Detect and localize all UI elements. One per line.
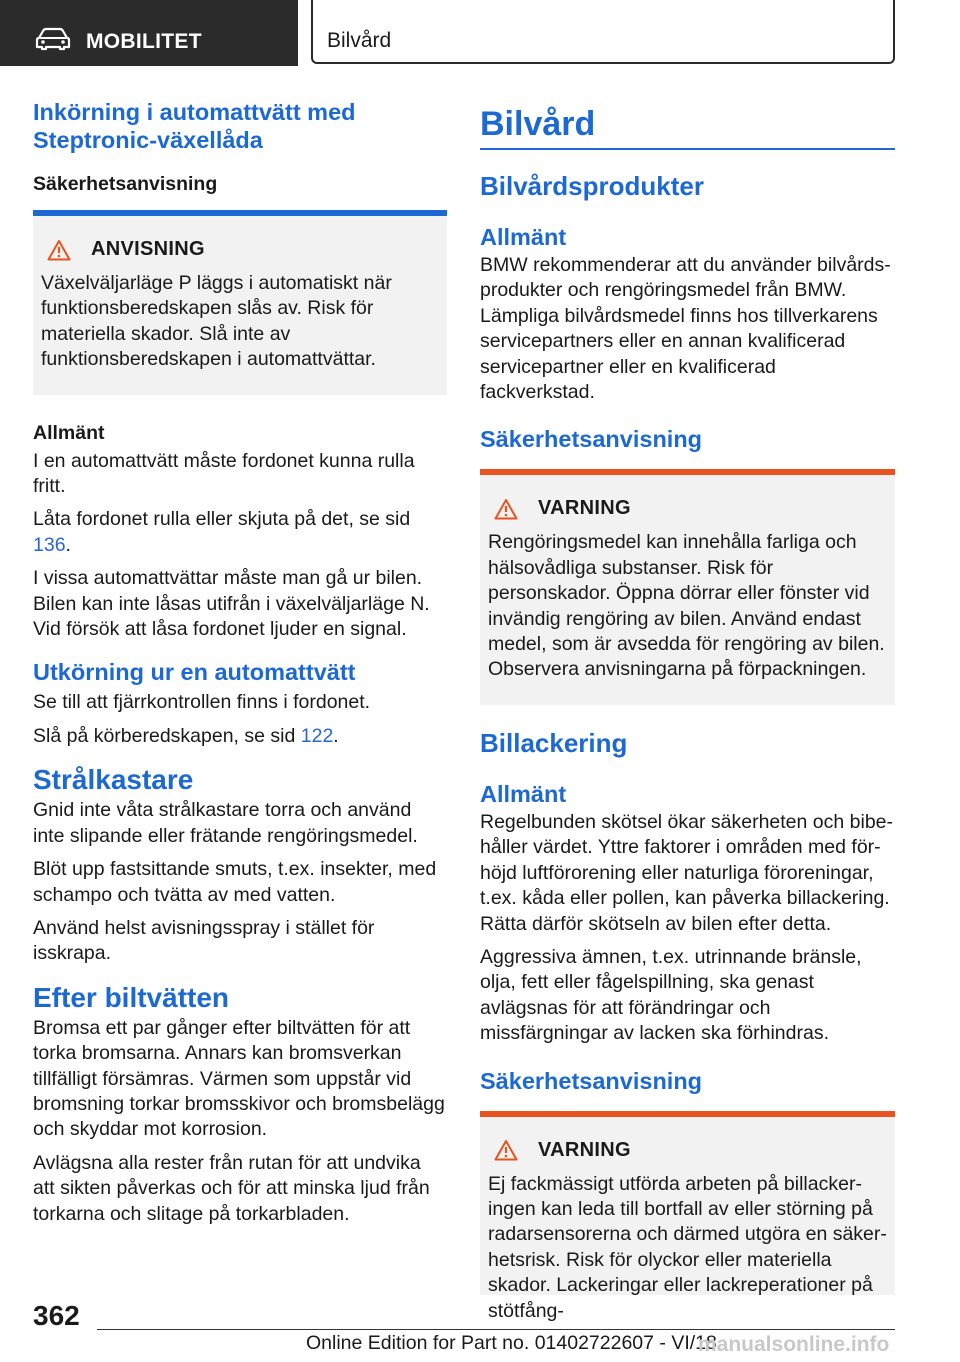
heading-utkorning: Utkörning ur en automattvätt xyxy=(33,659,356,686)
warning-text: Rengöringsmedel kan innehålla farliga och hälsovådliga substanser. Risk för personskador. Öppna dörrar eller fönster vid invändig rengöring av bilen. Använd endast medel, som är avsedda för rengöring av bilen. Observera anvisningarna på förpackningen. xyxy=(488,531,885,681)
warning-header xyxy=(488,1139,887,1162)
notice-title: ANVISNING xyxy=(91,238,205,260)
safety-label: Säkerhetsanvisning xyxy=(33,173,218,195)
heading-rule xyxy=(480,148,895,150)
paragraph: BMW rekommenderar att du använder bilvårdsprodukter och rengöringsmedel från BMW. Lämpliga bilvårdsmedel finns hos tillverkarens servicepartners eller en annan kvalificerad servicepartner eller en kvalificerad fackverkstad. xyxy=(480,254,891,404)
heading-safety: Säkerhetsanvisning xyxy=(480,1067,703,1094)
warning-box xyxy=(480,1111,895,1322)
chapter-label: Bilvård xyxy=(327,29,392,52)
paragraph: Blöt upp fastsittande smuts, t.ex. insekter, med schampo och tvätta av med vatten. xyxy=(33,858,437,906)
heading-allmant: Allmänt xyxy=(480,224,567,250)
page-link-136[interactable]: 136 xyxy=(33,533,66,556)
paragraph: Aggressiva ämnen, t.ex. utrinnande bränsle, olja, fett eller fågelspillning, ska genast avlägsnas för att förändringar och missfärgningar av lacken ska förhindras. xyxy=(480,945,862,1045)
footer-divider xyxy=(97,1329,895,1330)
paragraph-with-link: Slå på körberedskapen, se sid 122. xyxy=(33,724,339,747)
paragraph: I vissa automattvättar måste man gå ur bilen. Bilen kan inte låsas utifrån i växelväljarläge N. Vid försök att låsa fordonet ljuder en signal. xyxy=(33,567,430,641)
paragraph: Se till att fjärrkontrollen finns i fordonet. xyxy=(33,691,371,714)
notice-box xyxy=(33,210,447,395)
allmant-label: Allmänt xyxy=(33,421,105,444)
paragraph: Avlägsna alla rester från rutan för att undvika att sikten påverkas och för att minska ljud från torkarna och slitage på torkarbladen. xyxy=(33,1151,430,1225)
paragraph-with-link: Låta fordonet rulla eller skjuta på det, se sid 136. xyxy=(33,508,411,556)
heading-produkter: Bilvårdsprodukter xyxy=(480,171,704,201)
warning-text: Ej fackmässigt utförda arbeten på billackeringen kan leda till bortfall av eller störning på radarsensorerna och därmed utgöra en säkerhetsrisk. Risk för olyckor eller materiella skador. Lackeringar eller lackreperationer på stötfång- xyxy=(488,1172,887,1322)
heading-bilvard: Bilvård xyxy=(480,105,596,143)
paragraph: I en automattvätt måste fordonet kunna rulla fritt. xyxy=(33,449,415,498)
paragraph: Gnid inte våta strålkastare torra och använd inte slipande eller frätande rengöringsmedel. xyxy=(33,799,418,847)
section-tab[interactable] xyxy=(0,0,298,66)
warning-header xyxy=(488,497,887,520)
warning-title: VARNING xyxy=(538,1138,631,1161)
paragraph: Använd helst avisningsspray i stället för isskrapa. xyxy=(33,916,375,965)
section-label: MOBILITET xyxy=(86,30,202,53)
notice-text: Växelväljarläge P läggs i automatiskt när funktionsberedskapen slås av. Risk för materiella skador. Slå inte av funktionsberedskapen i automattvättar. xyxy=(41,272,392,371)
warning-triangle-icon xyxy=(494,1139,518,1161)
heading-allmant: Allmänt xyxy=(480,780,567,807)
page-header xyxy=(0,0,960,66)
heading-safety: Säkerhetsanvisning xyxy=(480,426,703,453)
edition-text: Online Edition for Part no. 01402722607 - VI/18 xyxy=(306,1332,717,1354)
warning-box xyxy=(480,469,895,704)
chapter-tab[interactable] xyxy=(311,0,895,64)
warning-title: VARNING xyxy=(538,497,631,520)
heading-efter-biltvatten: Efter biltvätten xyxy=(33,981,230,1013)
watermark: manualsonline.info xyxy=(698,1333,890,1356)
page-number: 362 xyxy=(33,1300,80,1331)
heading-billackering: Billackering xyxy=(480,727,628,758)
heading-stralkastare: Strålkastare xyxy=(33,764,194,796)
paragraph: Regelbunden skötsel ökar säkerheten och bibehåller värdet. Yttre faktorer i områden med förhöjd luftförorening eller naturliga föroreningar, t.ex. kåda eller pollen, kan påverka billackering. Rätta därför skötseln av bilen efter detta. xyxy=(480,810,894,935)
warning-triangle-icon xyxy=(494,498,518,520)
right-column xyxy=(480,104,895,1322)
page-link-122[interactable]: 122 xyxy=(300,724,334,747)
left-column xyxy=(33,98,447,1235)
heading-inkorning: Inkörning i automattvätt med Steptronic-växellåda xyxy=(33,99,356,153)
notice-header xyxy=(41,238,439,261)
paragraph: Bromsa ett par gånger efter biltvätten för att torka bromsarna. Annars kan bromsverkan tillfälligt försämras. Värmen som uppstår vid bromsning torkar bromsskivor och bromsbelägg och skyddar mot korrosion. xyxy=(33,1016,445,1141)
car-icon xyxy=(36,28,70,50)
warning-triangle-icon xyxy=(47,239,71,261)
